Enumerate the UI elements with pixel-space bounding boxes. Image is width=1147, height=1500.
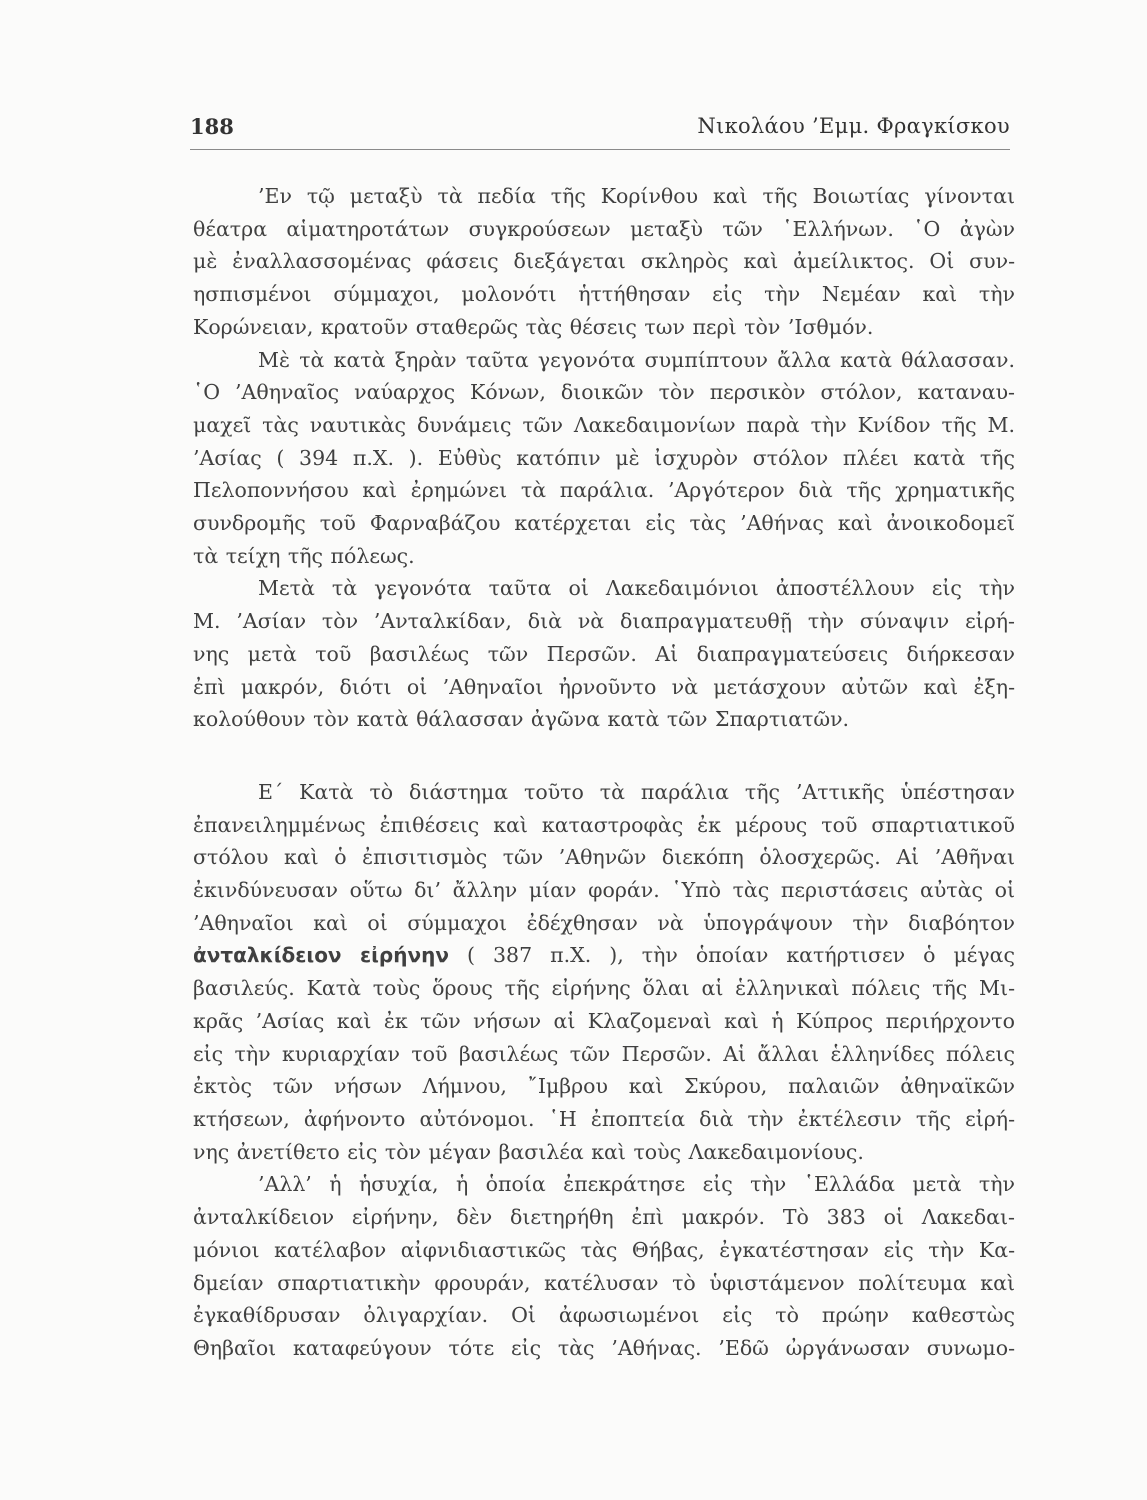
text-line: μόνιοι κατέλαβον αἰφνιδιαστικῶς τὰς Θήβας, ἐγκατέστησαν εἰς τὴν Κα- xyxy=(193,1237,1015,1262)
text-line: Ε΄ Κατὰ τὸ διάστημα τοῦτο τὰ παράλια τῆς ’Αττικῆς ὑπέστησαν xyxy=(258,779,1015,804)
text-line: ἐγκαθίδρυσαν ὀλιγαρχίαν. Οἱ ἀφωσιωμένοι εἰς τὸ πρώην καθεστὼς xyxy=(193,1303,1015,1328)
text-line: κτήσεων, ἀφήνοντο αὐτόνομοι. ῾Η ἐποπτεία διὰ τὴν ἐκτέλεσιν τῆς εἰρή- xyxy=(193,1106,1015,1131)
text-fragment: ( 387 π.Χ. ), τὴν ὁποίαν κατήρτισεν ὁ μέγας xyxy=(448,943,1016,968)
text-line xyxy=(193,939,1015,972)
section-gap xyxy=(193,736,1015,776)
text-line: ’Αλλ’ ἡ ἡσυχία, ἡ ὁποία ἐπεκράτησε εἰς τὴν ῾Ελλάδα μετὰ τὴν xyxy=(258,1172,1015,1197)
text-line: εἰς τὴν κυριαρχίαν τοῦ βασιλέως τῶν Περσῶν. Αἱ ἄλλαι ἑλληνίδες πόλεις xyxy=(193,1041,1015,1066)
text-line: Πελοποννήσου καὶ ἐρημώνει τὰ παράλια. ’Αργότερον διὰ τῆς χρηματικῆς xyxy=(193,478,1015,503)
text-line: θέατρα αἱματηροτάτων συγκρούσεων μεταξὺ τῶν ῾Ελλήνων. ῾Ο ἀγὼν xyxy=(193,216,1015,241)
text-line: στόλου καὶ ὁ ἐπισιτισμὸς τῶν ’Αθηνῶν διεκόπη ὁλοσχερῶς. Αἱ ’Αθῆναι xyxy=(193,845,1015,870)
text-line: ἐκτὸς τῶν νήσων Λήμνου, ῎Ιμβρου καὶ Σκύρου, παλαιῶν ἀθηναϊκῶν xyxy=(193,1074,1015,1099)
text-line: κολούθουν τὸν κατὰ θάλασσαν ἀγῶνα κατὰ τῶν Σπαρτιατῶν. xyxy=(193,707,850,732)
paragraph xyxy=(193,572,1015,736)
text-line: ἐπὶ μακρόν, διότι οἱ ’Αθηναῖοι ἠρνοῦντο νὰ μετάσχουν αὐτῶν καὶ ἐξη- xyxy=(193,674,1015,699)
text-line: ῾Ο ’Αθηναῖος ναύαρχος Κόνων, διοικῶν τὸν περσικὸν στόλον, καταναυ- xyxy=(193,380,1015,405)
text-line: συνδρομῆς τοῦ Φαρναβάζου κατέρχεται εἰς τὰς ’Αθήνας καὶ ἀνοικοδομεῖ xyxy=(193,511,1015,536)
text-line: μαχεῖ τὰς ναυτικὰς δυνάμεις τῶν Λακεδαιμονίων παρὰ τὴν Κνίδον τῆς Μ. xyxy=(193,412,1015,437)
text-line: ’Αθηναῖοι καὶ οἱ σύμμαχοι ἐδέχθησαν νὰ ὑπογράψουν τὴν διαβόητον xyxy=(193,910,1015,935)
text-line: Μ. ’Ασίαν τὸν ’Ανταλκίδαν, διὰ νὰ διαπραγματευθῇ τὴν σύναψιν εἰρή- xyxy=(193,609,1015,634)
text-line: Κορώνειαν, κρατοῦν σταθερῶς τὰς θέσεις των περὶ τὸν ’Ισθμόν. xyxy=(193,314,874,339)
text-line: τὰ τείχη τῆς πόλεως. xyxy=(193,543,415,568)
text-line: βασιλεύς. Κατὰ τοὺς ὅρους τῆς εἰρήνης ὅλαι αἱ ἑλληνικαὶ πόλεις τῆς Μι- xyxy=(193,976,1015,1001)
text-line: νης μετὰ τοῦ βασιλέως τῶν Περσῶν. Αἱ διαπραγματεύσεις διήρκεσαν xyxy=(193,641,1015,666)
paragraph xyxy=(193,1168,1015,1364)
page-header xyxy=(190,112,1010,146)
paragraph xyxy=(193,344,1015,573)
page-body xyxy=(193,180,1015,1365)
text-line: νης ἀνετίθετο εἰς τὸν μέγαν βασιλέα καὶ τοὺς Λακεδαιμονίους. xyxy=(193,1139,864,1164)
text-line: ησπισμένοι σύμμαχοι, μολονότι ἡττήθησαν εἰς τὴν Νεμέαν καὶ τὴν xyxy=(193,282,1015,307)
text-line: ἐκινδύνευσαν οὕτω δι’ ἄλλην μίαν φοράν. ῾Υπὸ τὰς περιστάσεις αὐτὰς οἱ xyxy=(193,878,1015,903)
text-line: ’Εν τῷ μεταξὺ τὰ πεδία τῆς Κορίνθου καὶ τῆς Βοιωτίας γίνονται xyxy=(258,184,1015,208)
text-line: δμείαν σπαρτιατικὴν φρουράν, κατέλυσαν τὸ ὑφιστάμενον πολίτευμα καὶ xyxy=(193,1270,1015,1295)
bold-term: ἀνταλκίδειον εἰρήνην xyxy=(193,943,449,968)
text-line: ἀνταλκίδειον εἰρήνην, δὲν διετηρήθη ἐπὶ μακρόν. Τὸ 383 οἱ Λακεδαι- xyxy=(193,1205,1015,1230)
text-line: Θηβαῖοι καταφεύγουν τότε εἰς τὰς ’Αθήνας. ’Εδῶ ὠργάνωσαν συνωμο- xyxy=(193,1335,1015,1360)
text-line: μὲ ἐναλλασσομένας φάσεις διεξάγεται σκληρὸς καὶ ἀμείλικτος. Οἱ συν- xyxy=(193,249,1015,274)
text-line: ἐπανειλημμένως ἐπιθέσεις καὶ καταστροφὰς ἐκ μέρους τοῦ σπαρτιατικοῦ xyxy=(193,812,1015,837)
paragraph xyxy=(193,180,1015,344)
page-number: 188 xyxy=(190,114,234,139)
running-head: Νικολάου ’Εμμ. Φραγκίσκου xyxy=(697,114,1010,138)
paragraph xyxy=(193,776,1015,1168)
header-rule xyxy=(190,149,1010,150)
text-line: ’Ασίας ( 394 π.Χ. ). Εὐθὺς κατόπιν μὲ ἰσχυρὸν στόλον πλέει κατὰ τῆς xyxy=(193,445,1015,470)
text-line: κρᾶς ’Ασίας καὶ ἐκ τῶν νήσων αἱ Κλαζομεναὶ καὶ ἡ Κύπρος περιήρχοντο xyxy=(193,1008,1015,1033)
text-line: Μὲ τὰ κατὰ ξηρὰν ταῦτα γεγονότα συμπίπτουν ἄλλα κατὰ θάλασσαν. xyxy=(258,347,1015,372)
text-line: Μετὰ τὰ γεγονότα ταῦτα οἱ Λακεδαιμόνιοι ἀποστέλλουν εἰς τὴν xyxy=(258,576,1015,601)
